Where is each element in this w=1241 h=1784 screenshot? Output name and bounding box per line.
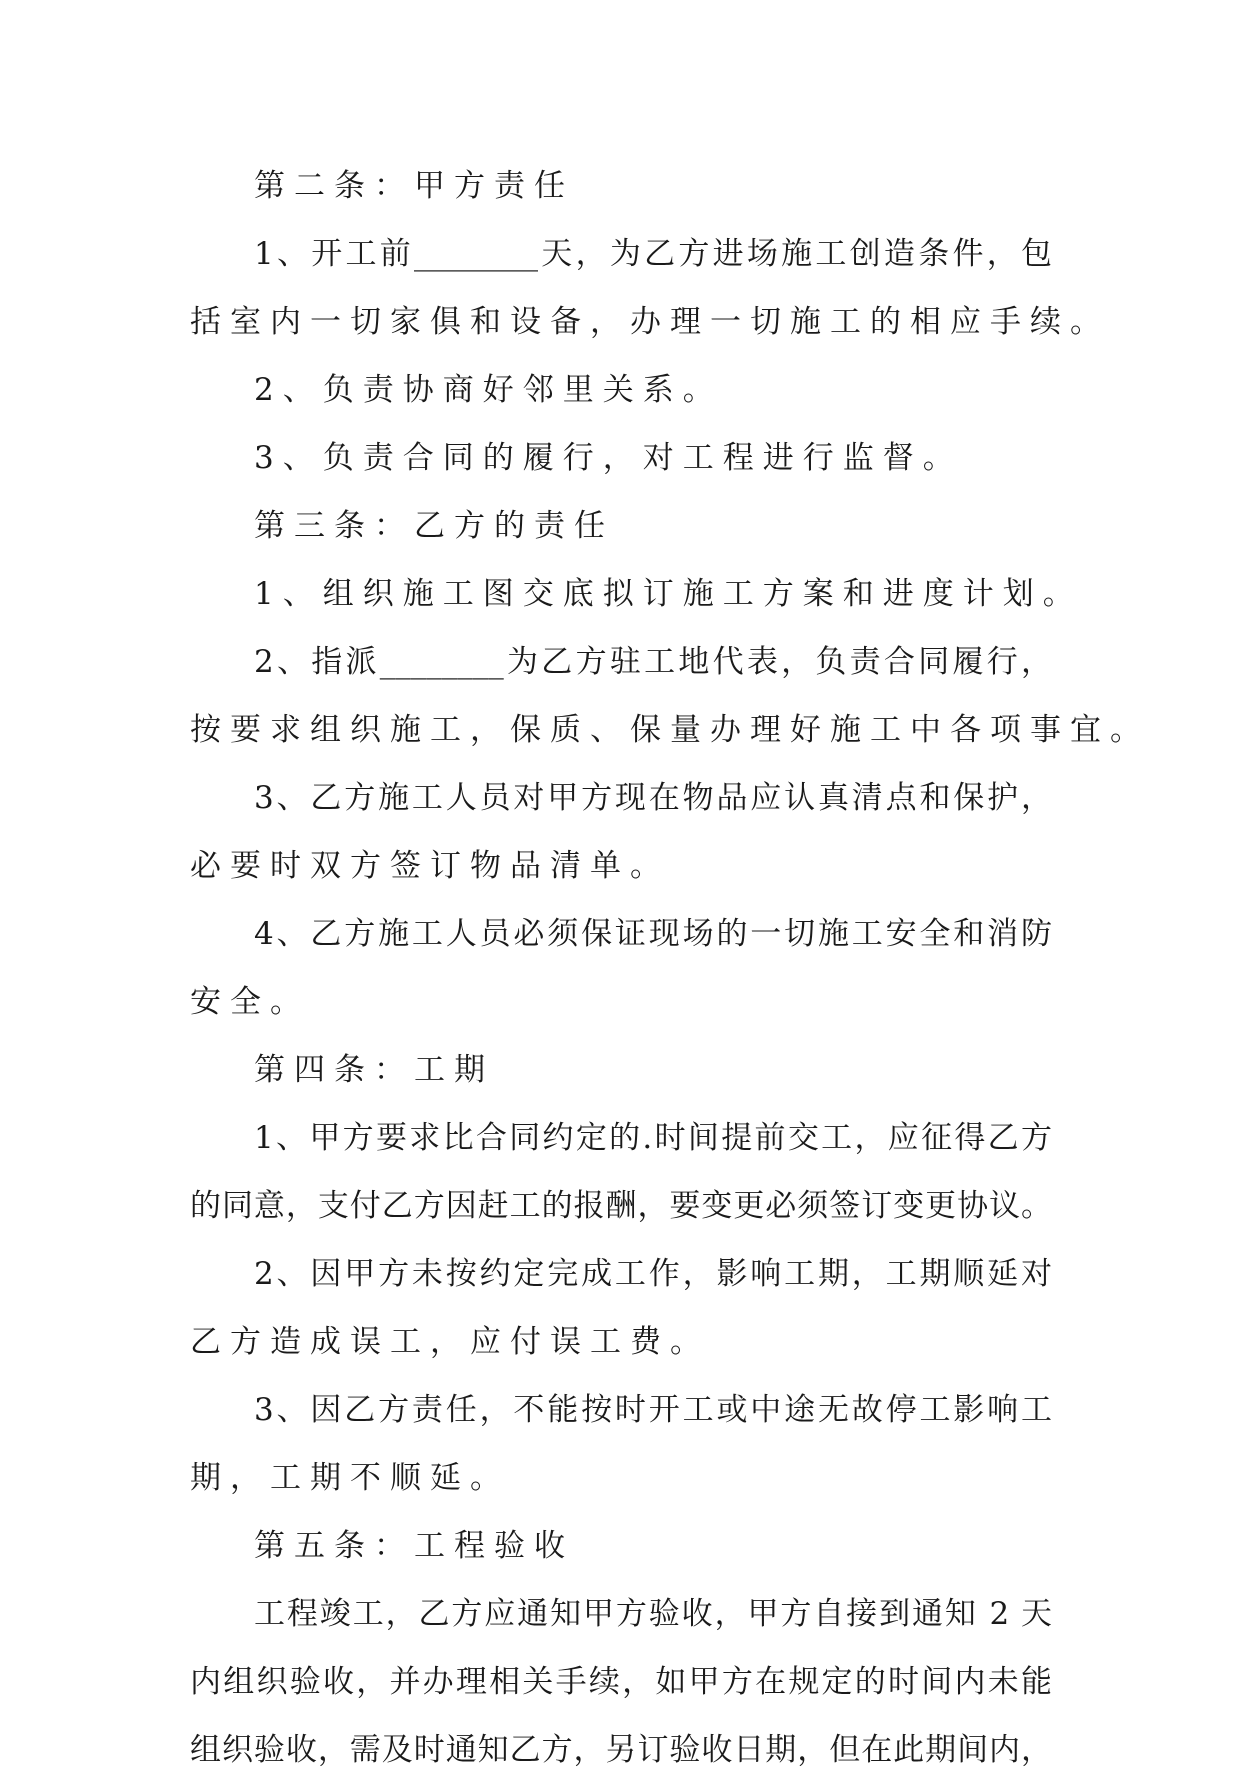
text-line: 1、开工前________天，为乙方进场施工创造条件，包 — [254, 236, 1052, 272]
text-line: 期，工期不顺延。 — [190, 1460, 510, 1496]
text-line: 按要求组织施工，保质、保量办理好施工中各项事宜。 — [190, 712, 1150, 748]
text-line: 的同意，支付乙方因赶工的报酬，要变更必须签订变更协议。 — [190, 1188, 1052, 1224]
text-line: 乙方造成误工，应付误工费。 — [190, 1324, 710, 1360]
text-line: 组织验收，需及时通知乙方，另订验收日期，但在此期间内， — [190, 1732, 1052, 1768]
text-line: 2、因甲方未按约定完成工作，影响工期，工期顺延对 — [254, 1256, 1052, 1292]
text-line: 第四条：工期 — [254, 1052, 494, 1088]
text-line: 3、乙方施工人员对甲方现在物品应认真清点和保护， — [254, 780, 1052, 816]
text-line: 3、因乙方责任，不能按时开工或中途无故停工影响工 — [254, 1392, 1052, 1428]
text-line: 第五条：工程验收 — [254, 1528, 574, 1564]
text-line: 1、组织施工图交底拟订施工方案和进度计划。 — [254, 576, 1083, 612]
text-line: 括室内一切家俱和设备，办理一切施工的相应手续。 — [190, 304, 1110, 340]
text-line: 内组织验收，并办理相关手续，如甲方在规定的时间内未能 — [190, 1664, 1052, 1700]
text-line: 第三条：乙方的责任 — [254, 508, 614, 544]
text-line: 2、指派________为乙方驻工地代表，负责合同履行， — [254, 644, 1052, 680]
text-line: 安全。 — [190, 984, 310, 1020]
text-line: 第二条：甲方责任 — [254, 168, 574, 204]
text-line: 必要时双方签订物品清单。 — [190, 848, 670, 884]
contract-body — [190, 152, 1150, 1784]
text-line: 4、乙方施工人员必须保证现场的一切施工安全和消防 — [254, 916, 1052, 952]
text-line: 工程竣工，乙方应通知甲方验收，甲方自接到通知 2 天 — [254, 1596, 1052, 1632]
text-line: 2、负责协商好邻里关系。 — [254, 372, 723, 408]
text-line: 1、甲方要求比合同约定的.时间提前交工，应征得乙方 — [254, 1120, 1052, 1156]
text-line: 3、负责合同的履行，对工程进行监督。 — [254, 440, 963, 476]
